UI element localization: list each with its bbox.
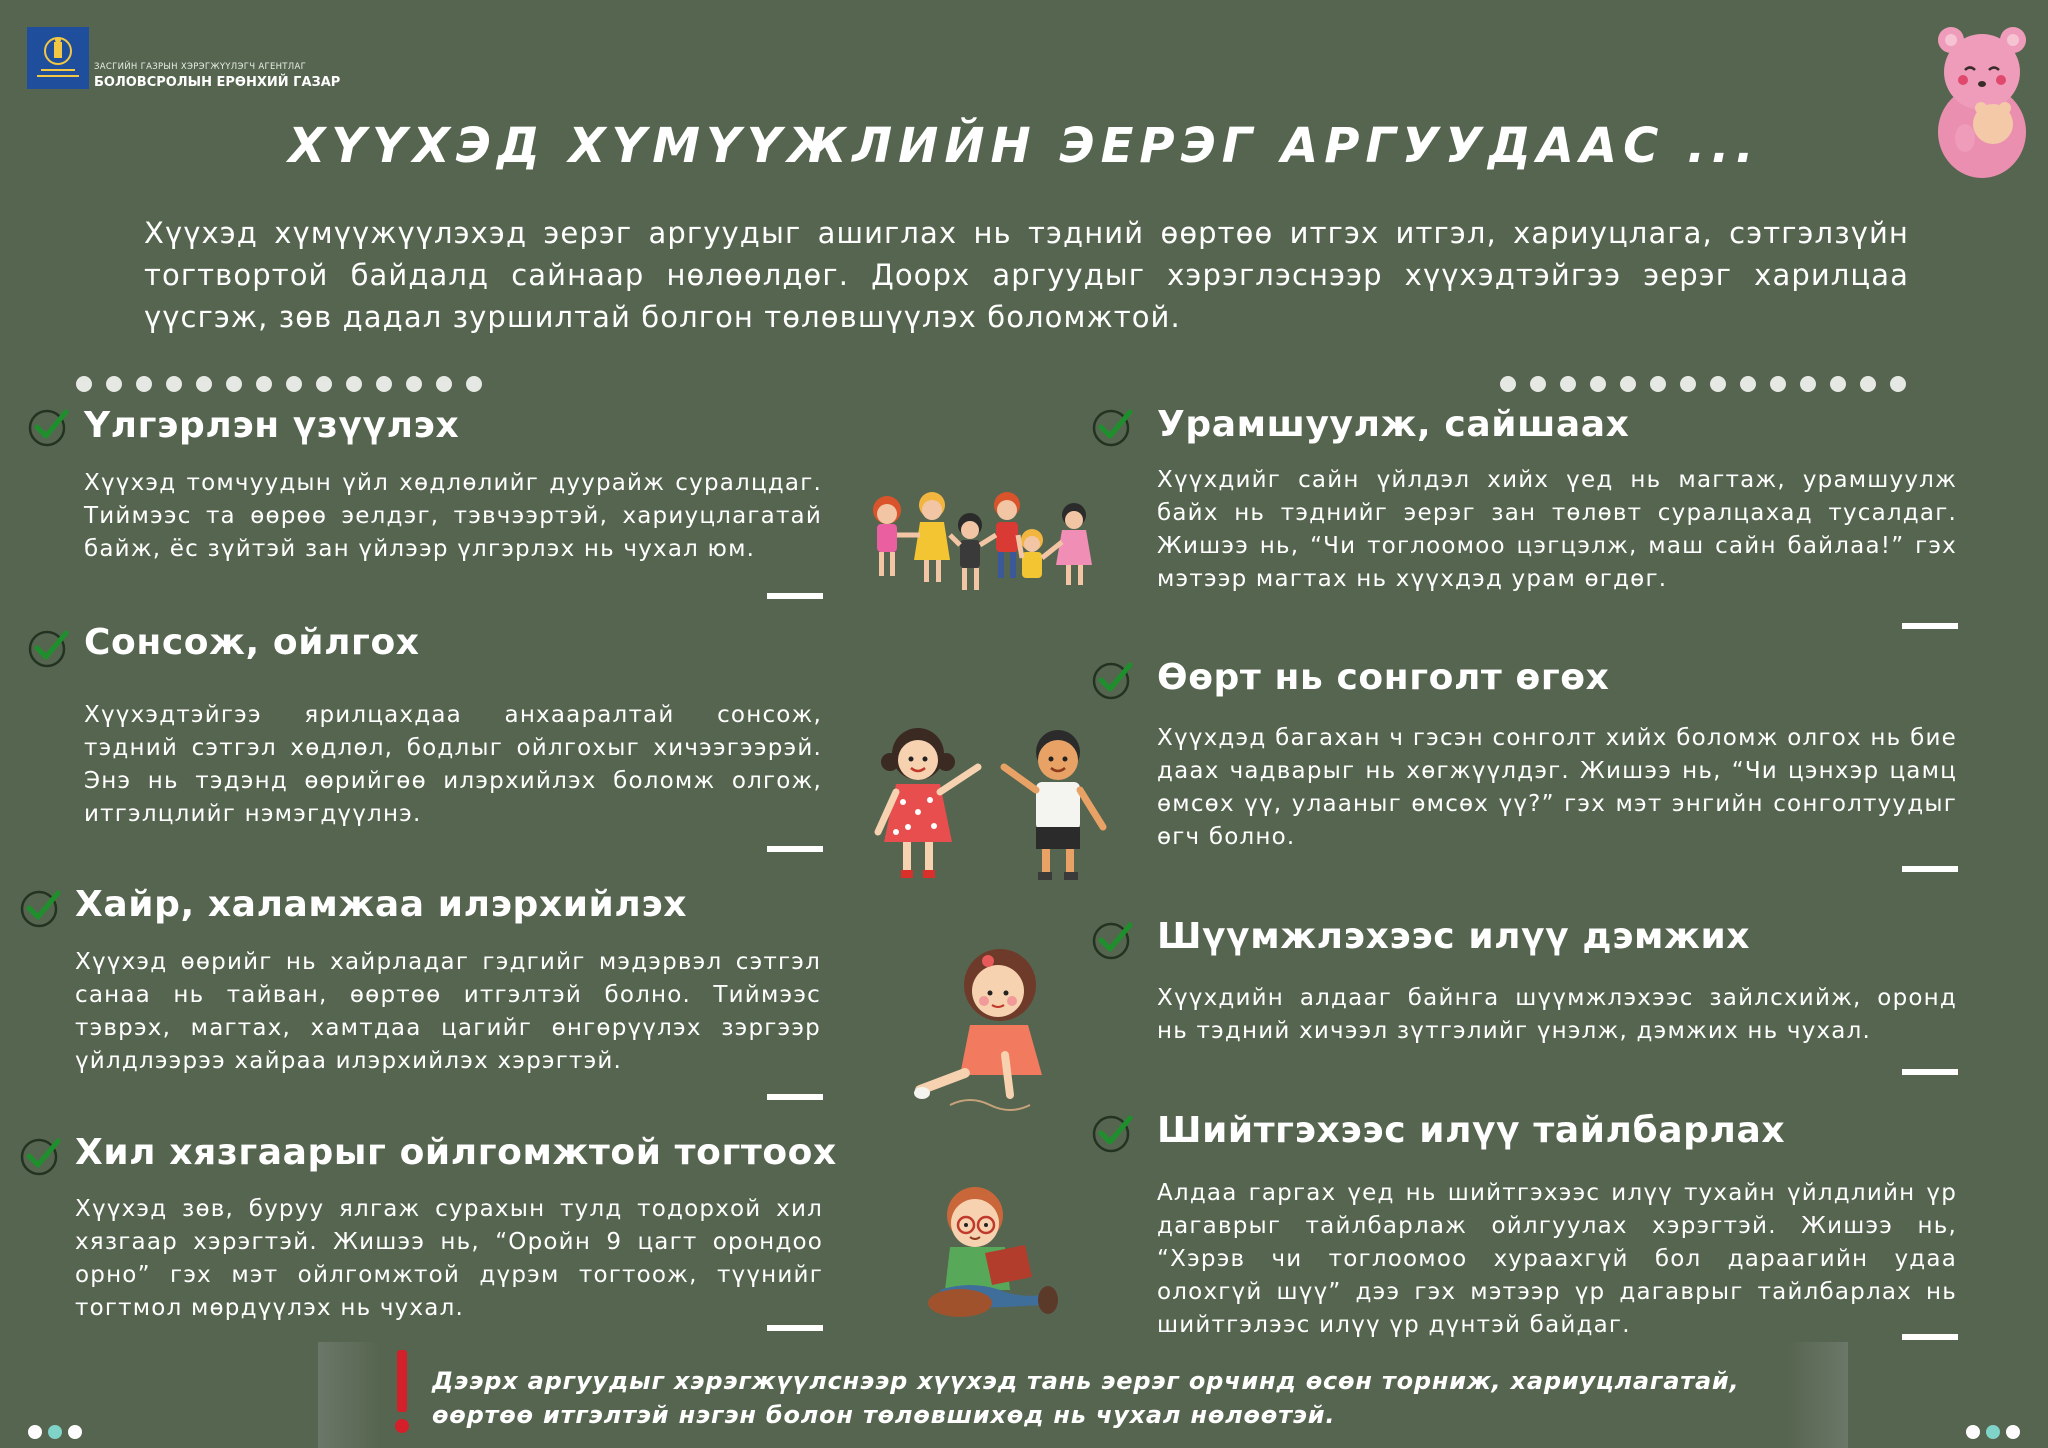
- corner-dots-left: [28, 1425, 82, 1439]
- footer-note: Дээрх аргуудыг хэрэгжүүлснээр хүүхэд тань эерэг орчинд өсөн торниж, хариуцлагатай, өөртөө итгэлтэй нэгэн болон төлөвшихөд нь чухал нөлөөтэй.: [432, 1367, 1740, 1429]
- children-dancing-illustration: [862, 480, 1102, 610]
- section-divider: [1902, 866, 1958, 872]
- section-heading: Өөрт нь сонголт өгөх: [1157, 657, 1610, 698]
- section-text: Хүүхдэд багахан ч гэсэн сонголт хийх боломж олгох нь бие даах чадварыг нь хөгжүүлдэг. Жишээ нь, “Чи цэнхэр цамц өмсөх үү, улааныг өмсөх үү?” гэх мэт энгийн сонголтуудыг өгч болно.: [1157, 725, 1957, 850]
- girl-drawing-illustration: [910, 945, 1060, 1125]
- check-icon: [20, 886, 62, 928]
- section-heading: Шийтгэхээс илүү тайлбарлах: [1157, 1110, 1786, 1151]
- section-divider: [767, 593, 823, 599]
- section-heading: Шүүмжлэхээс илүү дэмжих: [1157, 916, 1751, 957]
- corner-dots-right: [1966, 1425, 2020, 1439]
- section-text: Хүүхдийн алдааг байнга шүүмжлэхээс зайлсхийж, оронд нь тэдний хичээл зүтгэлийг үнэлж, дэмжих нь чухал.: [1157, 985, 1957, 1044]
- section-text: Хүүхэд зөв, буруу ялгаж сурахын тулд тодорхой хил хязгаар хэрэгтэй. Жишээ нь, “Оройн 9 цагт орондоо орно” гэх мэт ойлгомжтой дүрэм тогтоож, түүнийг тогтмол мөрдүүлэх нь чухал.: [75, 1196, 823, 1321]
- section-text: Хүүхдийг сайн үйлдэл хийх үед нь магтаж, урамшуулж байх нь тэднийг эерэг зан төлөвт суралцахад тусалдаг. Жишээ нь, “Чи тоглоомоо цэгцэлж, маш сайн байлаа!” гэх мэтээр магтах нь хүүхдэд урам өгдөг.: [1157, 467, 1957, 592]
- section-divider: [767, 1325, 823, 1331]
- check-icon: [1092, 918, 1134, 960]
- org-name: БОЛОВСРОЛЫН ЕРӨНХИЙ ГАЗАР: [94, 75, 341, 90]
- org-subtitle: ЗАСГИЙН ГАЗРЫН ХЭРЭГЖҮҮЛЭГЧ АГЕНТЛАГ: [94, 62, 307, 72]
- section-divider: [1902, 1069, 1958, 1075]
- intro-paragraph: Хүүхэд хүмүүжүүлэхэд эерэг аргуудыг ашиглах нь тэдний өөртөө итгэх итгэл, хариуцлага, сэтгэлзүйн тогтвортой байдалд сайнаар нөлөөлдөг. Доорх аргуудыг хэрэглэснээр хүүхэдтэйгээ эерэг харилцаа үүсгэж, зөв дадал зуршилтай болгон төлөвшүүлэх боломжтой.: [144, 216, 1909, 334]
- check-icon: [1092, 658, 1134, 700]
- dots-right: [1500, 376, 1906, 392]
- section-heading: Хил хязгаарыг ойлгомжтой тогтоох: [75, 1132, 837, 1173]
- boy-reading-illustration: [920, 1175, 1075, 1325]
- check-icon: [1092, 405, 1134, 447]
- check-icon: [1092, 1111, 1134, 1153]
- section-divider: [1902, 1334, 1958, 1340]
- kids-waving-illustration: [868, 722, 1113, 892]
- page-title: ХҮҮХЭД ХҮМҮҮЖЛИЙН ЭЕРЭГ АРГУУДААС ...: [288, 118, 1760, 174]
- section-divider: [767, 846, 823, 852]
- dots-left: [76, 376, 482, 392]
- section-heading: Урамшуулж, сайшаах: [1157, 404, 1630, 445]
- section-divider: [1902, 623, 1958, 629]
- section-text: Алдаа гаргах үед нь шийтгэхээс илүү тухайн үйлдлийн үр дагаврыг тайлбарлаж ойлгуулах хэрэгтэй. Жишээ нь, “Хэрэв чи тоглоомоо хураахгүй бол дараагийн удаа олохгүй шүү” дээ гэх мэтээр үр дагаврыг тайлбарлах нь шийтгэлээс илүү үр дүнтэй байдаг.: [1157, 1180, 1957, 1338]
- section-heading: Хайр, халамжаа илэрхийлэх: [75, 884, 688, 925]
- section-heading: Сонсож, ойлгох: [84, 622, 420, 663]
- section-text: Хүүхэд томчуудын үйл хөдлөлийг дуурайж суралцдаг. Тиймээс та өөрөө эелдэг, тэвчээртэй, хариуцлагатай байж, ёс зүйтэй зан үйлээр үлгэрлэх нь чухал юм.: [84, 470, 822, 562]
- check-icon: [28, 405, 70, 447]
- logo-emblem: [27, 27, 89, 89]
- exclamation-icon: [394, 1350, 410, 1434]
- section-text: Хүүхэдтэйгээ ярилцахдаа анхааралтай сонсож, тэдний сэтгэл хөдлөл, бодлыг ойлгохыг хичээгээрэй. Энэ нь тэдэнд өөрийгөө илэрхийлэх боломж олгож, итгэлцлийг нэмэгдүүлнэ.: [84, 702, 822, 827]
- section-divider: [767, 1094, 823, 1100]
- mongolia-emblem-icon: [27, 27, 89, 89]
- section-heading: Үлгэрлэн үзүүлэх: [84, 405, 460, 446]
- section-text: Хүүхэд өөрийг нь хайрладаг гэдгийг мэдэрвэл сэтгэл санаа нь тайван, өөртөө итгэлтэй болно. Тиймээс тэврэх, магтах, хамтдаа цагийг өнгөрүүлэх зэргээр үйлдлээрээ хайраа илэрхийлэх хэрэгтэй.: [75, 949, 821, 1074]
- check-icon: [20, 1134, 62, 1176]
- check-icon: [28, 626, 70, 668]
